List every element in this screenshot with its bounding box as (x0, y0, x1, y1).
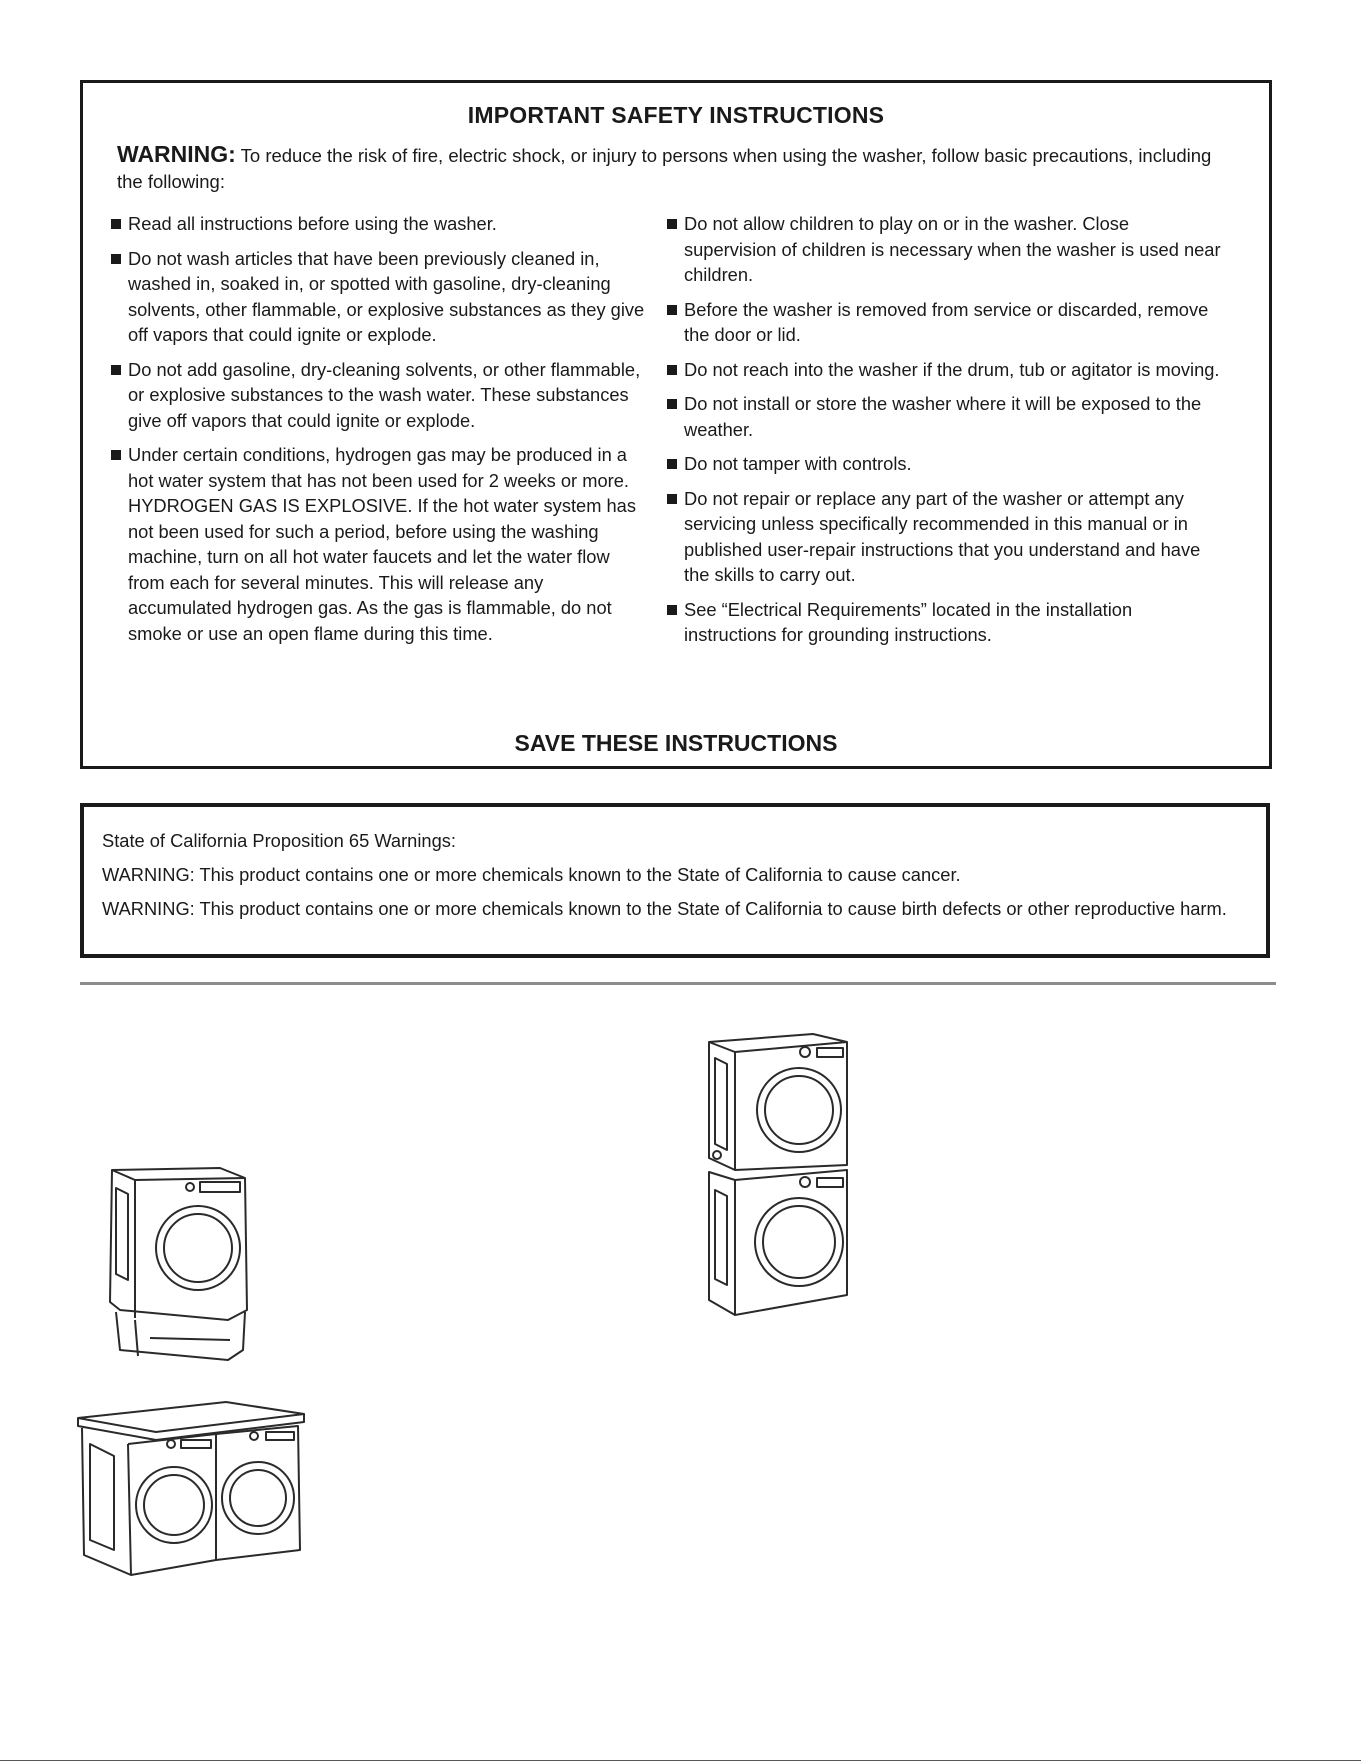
list-item: Do not add gasoline, dry-cleaning solvents, or other flammable, or explosive substances to the wash water. These substances give off vapors that could ignite or explode. (109, 357, 649, 434)
warning-label: WARNING: (117, 141, 236, 167)
list-item: Do not allow children to play on or in the washer. Close supervision of children is necessary when the washer is used near children. (665, 211, 1225, 288)
prop65-cancer-warning: WARNING: This product contains one or more chemicals known to the State of California to cause cancer. (102, 864, 961, 885)
stacked-washer-dryer-illustration (705, 1030, 855, 1320)
bullet-square-icon (667, 365, 677, 375)
warning-text: To reduce the risk of fire, electric shock, or injury to persons when using the washer, follow basic precautions, including the following: (117, 145, 1212, 192)
list-item: Do not repair or replace any part of the washer or attempt any servicing unless specifically recommended in this manual or in published user-repair instructions that you understand and have the skills to carry out. (665, 486, 1225, 588)
bullet-square-icon (111, 219, 121, 229)
bullet-square-icon (111, 450, 121, 460)
bullet-square-icon (667, 219, 677, 229)
list-item: Do not reach into the washer if the drum, tub or agitator is moving. (665, 357, 1225, 383)
prop65-birth-defects-warning: WARNING: This product contains one or more chemicals known to the State of California to cause birth defects or other reproductive harm. (102, 898, 1227, 919)
left-instruction-list (109, 211, 649, 655)
list-item: Before the washer is removed from service or discarded, remove the door or lid. (665, 297, 1225, 348)
list-item: Read all instructions before using the washer. (109, 211, 649, 237)
washer-on-pedestal-illustration (100, 1160, 260, 1370)
prop65-warning-box (80, 803, 1270, 958)
side-by-side-pair-illustration (76, 1400, 306, 1580)
list-item: Do not wash articles that have been previously cleaned in, washed in, soaked in, or spotted with gasoline, dry-cleaning solvents, other flammable, or explosive substances as they give off vapors that could ignite or explode. (109, 246, 649, 348)
bullet-square-icon (667, 494, 677, 504)
bullet-square-icon (667, 459, 677, 469)
section-divider (80, 982, 1276, 985)
save-instructions-title: SAVE THESE INSTRUCTIONS (514, 730, 838, 756)
list-item: Under certain conditions, hydrogen gas may be produced in a hot water system that has not been used for 2 weeks or more. HYDROGEN GAS IS EXPLOSIVE. If the hot water system has not been used for such a period, before using the washing machine, turn on all hot water faucets and let the water flow from each for several minutes. This will release any accumulated hydrogen gas. As the gas is flammable, do not smoke or use an open flame during this time. (109, 442, 649, 646)
warning-intro (117, 141, 1229, 195)
bullet-square-icon (667, 399, 677, 409)
safety-title: IMPORTANT SAFETY INSTRUCTIONS (467, 102, 885, 128)
list-item: Do not install or store the washer where it will be exposed to the weather. (665, 391, 1225, 442)
list-item: Do not tamper with controls. (665, 451, 1225, 477)
list-item: See “Electrical Requirements” located in the installation instructions for grounding instructions. (665, 597, 1225, 648)
bullet-square-icon (667, 605, 677, 615)
right-instruction-list (665, 211, 1225, 657)
bullet-square-icon (111, 254, 121, 264)
bullet-square-icon (667, 305, 677, 315)
bullet-square-icon (111, 365, 121, 375)
prop65-heading: State of California Proposition 65 Warnings: (102, 830, 456, 851)
safety-instructions-box (80, 80, 1272, 769)
